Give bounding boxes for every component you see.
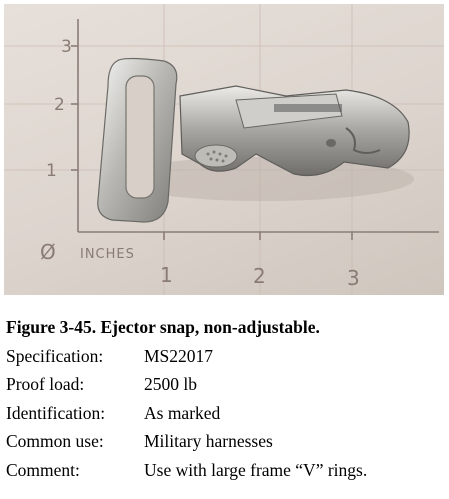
spec-label: Comment: xyxy=(6,459,80,480)
spec-row-common-use xyxy=(6,428,367,457)
y-tick-3: 3 xyxy=(61,37,72,57)
hardware-photo xyxy=(4,4,444,295)
ruler-unit-label: INCHES xyxy=(80,247,135,262)
spec-row-comment xyxy=(6,456,367,485)
spec-value: Use with large frame “V” rings. xyxy=(144,459,368,480)
figure-caption: Figure 3-45. Ejector snap, non-adjustable. xyxy=(6,317,320,337)
x-tick-1: 1 xyxy=(160,263,173,287)
x-tick-2: 2 xyxy=(253,264,266,288)
spec-row-identification xyxy=(6,399,367,428)
x-tick-3: 3 xyxy=(347,266,360,290)
spec-row-proof-load xyxy=(6,371,367,400)
spec-value: Military harnesses xyxy=(144,431,273,452)
ruler-origin-label: Ø xyxy=(40,240,56,264)
photo-illustration xyxy=(4,4,444,295)
spec-label: Proof load: xyxy=(6,374,85,395)
spec-value: As marked xyxy=(144,402,221,423)
ejector-snap xyxy=(98,59,414,223)
spec-value: 2500 lb xyxy=(144,374,197,395)
y-tick-1: 1 xyxy=(46,161,57,181)
spec-value: MS22017 xyxy=(144,345,214,366)
spec-row-specification xyxy=(6,342,367,371)
spec-label: Common use: xyxy=(6,431,104,452)
y-tick-2: 2 xyxy=(54,95,65,115)
spec-label: Identification: xyxy=(6,402,106,423)
spec-label: Specification: xyxy=(6,345,104,366)
spec-table xyxy=(6,342,367,485)
